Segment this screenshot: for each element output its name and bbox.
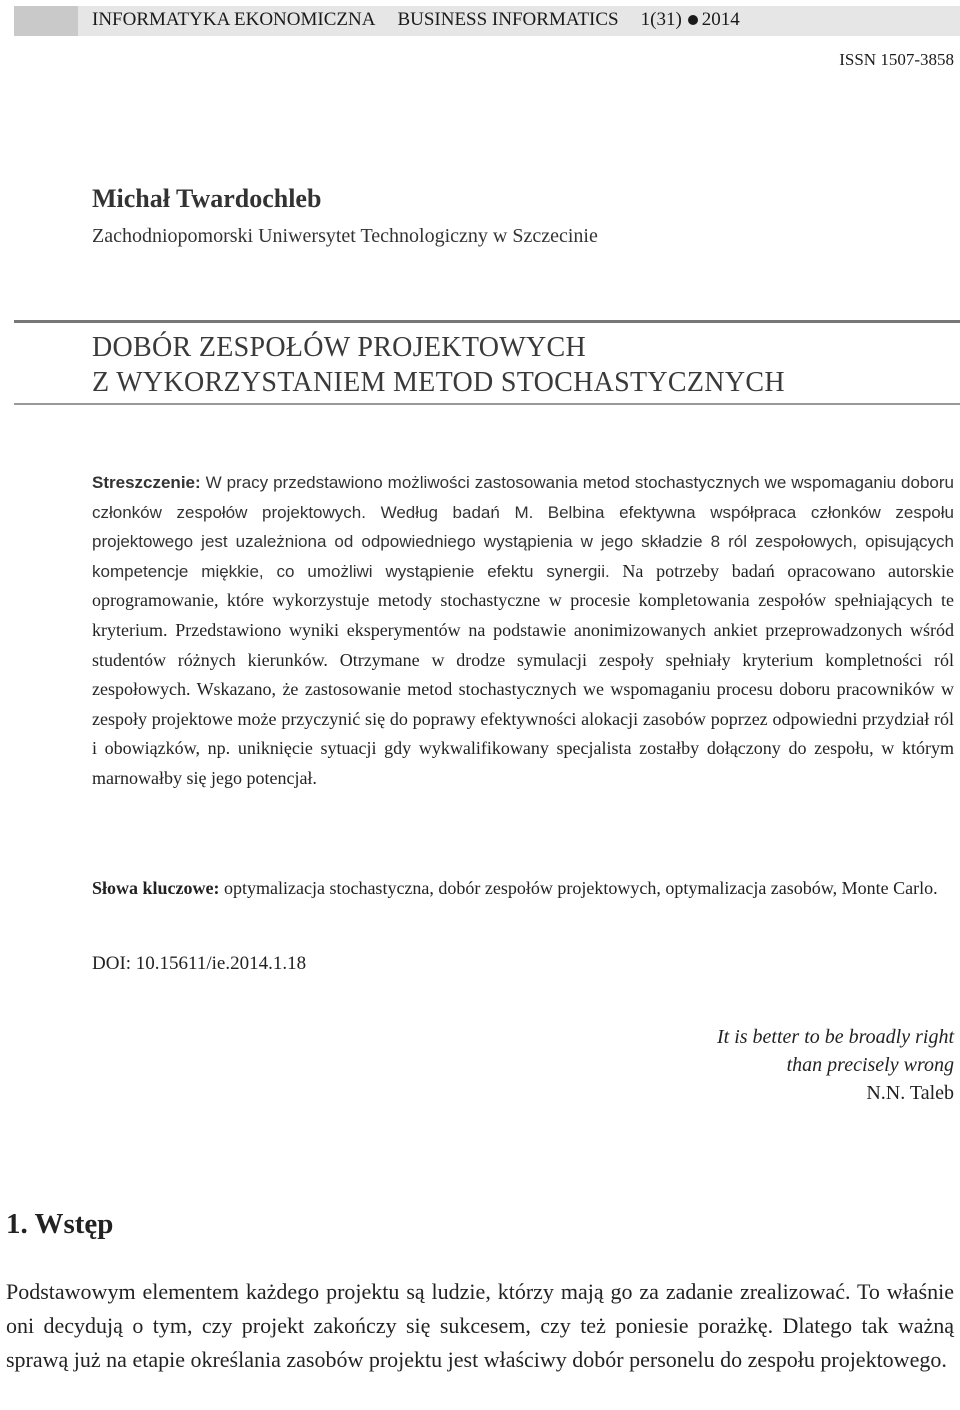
abstract-label: Streszczenie: bbox=[92, 473, 201, 492]
doi: DOI: 10.15611/ie.2014.1.18 bbox=[92, 953, 307, 974]
journal-name-pl: INFORMATYKA EKONOMICZNA bbox=[92, 9, 376, 30]
section-heading: 1. Wstęp bbox=[6, 1208, 114, 1240]
keywords-text: optymalizacja stochastyczna, dobór zespołów projektowych, optymalizacja zasobów, Monte Carlo. bbox=[224, 878, 938, 898]
author-affiliation: Zachodniopomorski Uniwersytet Technologiczny w Szczecinie bbox=[92, 225, 598, 247]
paper-title-line-2: Z WYKORZYSTANIEM METOD STOCHASTYCZNYCH bbox=[92, 367, 785, 398]
epigraph-line-1: It is better to be broadly right bbox=[716, 1026, 954, 1048]
author-name: Michał Twardochleb bbox=[92, 184, 322, 213]
keywords-label: Słowa kluczowe: bbox=[92, 878, 220, 898]
paper-title bbox=[92, 330, 785, 400]
abstract bbox=[92, 468, 954, 794]
epigraph bbox=[717, 1023, 954, 1107]
journal-issue: 1(31) bbox=[640, 9, 682, 30]
epigraph-author: N.N. Taleb bbox=[866, 1082, 954, 1104]
journal-year: 2014 bbox=[701, 9, 740, 30]
journal-name-en: BUSINESS INFORMATICS bbox=[397, 9, 619, 30]
title-rule-top bbox=[14, 320, 960, 323]
paper-title-line-1: DOBÓR ZESPOŁÓW PROJEKTOWYCH bbox=[92, 332, 586, 363]
journal-header bbox=[92, 9, 740, 31]
abstract-text-rest: Na potrzeby badań opracowano autorskie oprogramowanie, które wykorzystuje metody stochastyczne w procesie kompletowania zespołów spełniających te kryterium. Przedstawiono wyniki eksperymentów na podstawie anonimizowanych ankiet przeprowadzonych wśród studentów różnych kierunków. Otrzymane w drodze symulacji zespoły spełniały kryterium kompletności ról zespołowych. Wskazano, że zastosowanie metod stochastycznych we wspomaganiu procesu doboru pracowników w zespoły projektowe może przyczynić się do poprawy efektywności alokacji zasobów poprzez odpowiedni przydział ról i obowiązków, np. uniknięcie sytuacji gdy wykwalifikowany specjalista zostałby dołączony do zespołu, w którym marnowałby się jego potencjał. bbox=[92, 560, 954, 788]
abstract-text-lead: W pracy przedstawiono możliwości zastosowania metod stochastycznych we wspomaganiu doboru członków zespołów projektowych. Według badań M. bbox=[92, 473, 954, 522]
keywords bbox=[92, 872, 954, 905]
title-rule-bottom bbox=[14, 403, 960, 405]
epigraph-line-2: than precisely wrong bbox=[786, 1054, 954, 1076]
section-paragraph: Podstawowym elementem każdego projektu są ludzie, którzy mają go za zadanie zrealizować. To właśnie oni decydują o tym, czy projekt zakończy się sukcesem, czy też poniesie porażkę. Dlatego tak ważną sprawą już na etapie określania zasobów projektu jest właściwy dobór personelu do zespołu projektowego. bbox=[6, 1279, 954, 1372]
bullet-icon bbox=[688, 15, 698, 25]
abstract-text-main: Belbina efektywna współpraca członków zespołu projektowego jest uzależniona od odpowiedniego wystąpienia w jego składzie 8 ról zespołowych, opisujących kompetencje miękkie, co umożliwi wystąpienie efektu synergii. bbox=[92, 502, 954, 581]
issn: ISSN 1507-3858 bbox=[839, 50, 954, 69]
